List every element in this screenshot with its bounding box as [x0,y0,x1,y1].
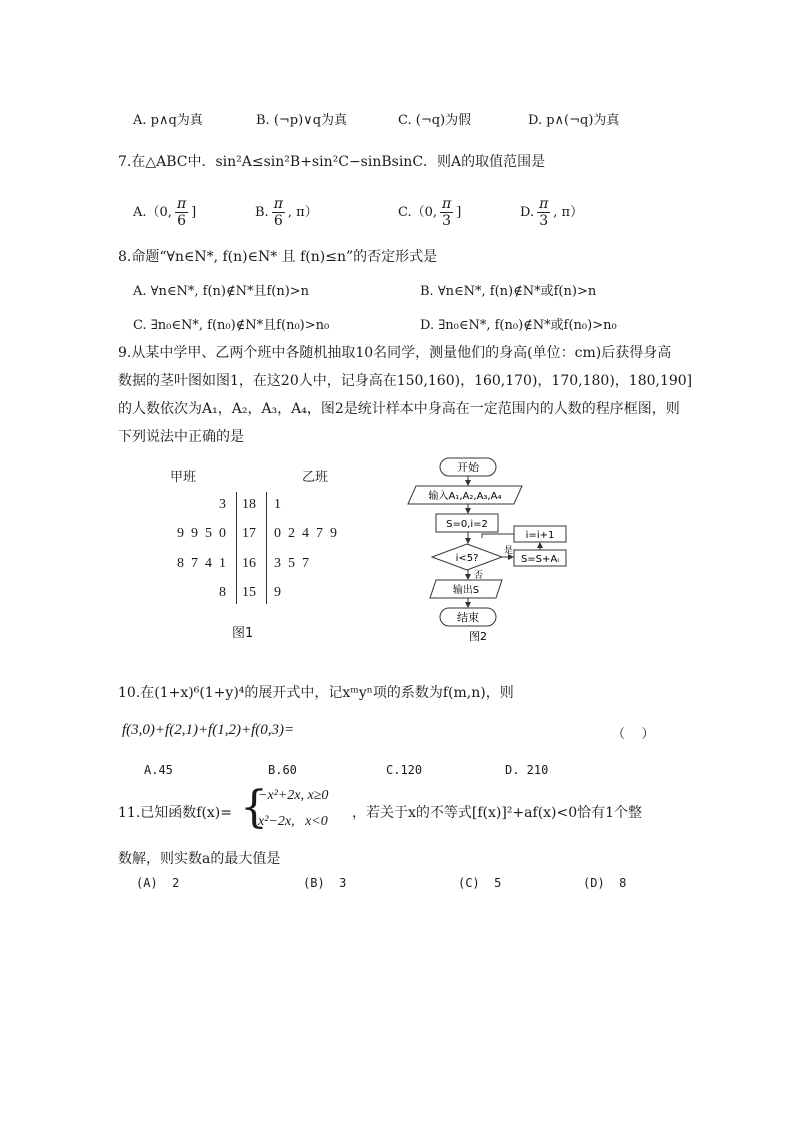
q7-d-post: , π） [553,205,584,220]
q7-d-pre: D. [520,205,535,220]
stem-leaf-left-title: 甲班 [170,470,197,485]
q10-option-d: D. 210 [505,763,549,777]
q8-option-b: B. ∀n∈N*, f(n)∉N*或f(n)>n [420,284,597,299]
q11-option-c: (C) 5 [458,876,502,890]
q9-line-1: 9.从某中学甲、乙两个班中各随机抽取10名同学，测量他们的身高(单位：cm)后获得身高 [118,345,672,361]
stem-leaf-right-title: 乙班 [302,470,329,485]
leaf-left-row-4: 8 [219,585,226,600]
q8-option-a: A. ∀n∈N*, f(n)∉N*且f(n)>n [133,284,310,299]
leaf-right-row-1: 1 [274,497,281,512]
stem-row-2: 17 [242,526,256,541]
flow-no-label: 否 [474,571,484,581]
q11-line-2: 数解，则实数a的最大值是 [118,851,281,867]
q11-prefix: 11.已知函数f(x)= [118,805,232,821]
q7-c-pre: C.（0, [398,205,438,220]
q7-b-pre: B. [255,205,269,220]
q11-option-a: (A) 2 [136,876,180,890]
flow-start-text: 开始 [457,461,479,474]
stem-divider-right [266,492,267,604]
q9-line-4: 下列说法中正确的是 [118,429,244,445]
q10-option-b: B.60 [268,763,297,777]
q10-option-a: A.45 [144,763,173,777]
flow-accum-text: S=S+Aᵢ [520,554,560,565]
q7-c-num: π [442,196,452,212]
q7-b-num: π [273,196,283,212]
q7-b-den: 6 [273,213,283,229]
leaf-right-row-2: 0 2 4 7 9 [274,526,337,541]
q11-case-2: x²−2x, x<0 [258,814,328,829]
q7-a-den: 6 [177,213,186,229]
q7-c-fraction [440,196,453,229]
q9-line-2: 数据的茎叶图如图1，在这20人中，记身高在150,160)，160,170)，170,180)，180,190] [118,373,693,389]
q9-line-3: 的人数依次为A₁，A₂，A₃，A₄，图2是统计样本中身高在一定范围内的人数的程序框图，则 [118,401,680,417]
q7-c-post: ] [456,205,462,220]
q10-option-c: C.120 [386,763,423,777]
q7-option-b [255,196,318,229]
q10-stem: 10.在(1+x)⁶(1+y)⁴的展开式中，记xᵐyⁿ项的系数为f(m,n)，则 [118,685,514,701]
q8-stem: 8.命题“∀n∈N*, f(n)∈N* 且 f(n)≤n”的否定形式是 [118,249,438,265]
leaf-left-row-2: 9 9 5 0 [177,526,226,541]
q7-option-c [398,196,461,229]
q7-d-num: π [539,196,549,212]
stem-divider-left [236,492,237,604]
q6-option-d: D. p∧(¬q)为真 [528,113,620,128]
q11-suffix: ，若关于x的不等式[f(x)]²+af(x)<0恰有1个整 [352,805,643,821]
q7-b-fraction [272,196,285,229]
leaf-right-row-4: 9 [274,585,281,600]
q7-a-pre: A.（0, [133,205,172,220]
flow-input-text: 输入A₁,A₂,A₃,A₄ [428,491,502,502]
q7-d-den: 3 [539,213,549,229]
q7-option-a [133,196,196,229]
q11-brace: { [240,782,268,833]
q7-a-post: ] [191,205,197,220]
flow-incr-text: i=i+1 [525,530,555,541]
q8-option-c: C. ∃n₀∈N*, f(n₀)∉N*且f(n₀)>n₀ [133,318,330,333]
q10-expression: f(3,0)+f(2,1)+f(1,2)+f(0,3)= [122,722,295,738]
q7-stem: 7.在△ABC中．sin²A≤sin²B+sin²C−sinBsinC．则A的取值范围是 [118,154,546,170]
leaf-left-row-1: 3 [219,497,226,512]
q6-option-b: B. (¬p)∨q为真 [256,113,348,128]
q6-option-a: A. p∧q为真 [133,113,203,128]
q7-option-d [520,196,583,229]
q8-option-d: D. ∃n₀∈N*, f(n₀)∉N*或f(n₀)>n₀ [420,318,617,333]
q7-b-post: , π） [287,205,318,220]
flow-yes-label: 是 [504,546,514,556]
q10-answer-paren: （ ） [612,727,655,742]
figure-1-caption: 图1 [232,626,254,641]
flow-end-text: 结束 [457,611,479,624]
flow-output-text: 输出S [452,585,480,596]
q7-c-den: 3 [442,213,452,229]
q7-d-fraction [537,196,550,229]
flow-cond-text: i<5? [455,553,479,564]
q11-option-b: (B) 3 [303,876,347,890]
q11-option-d: (D) 8 [583,876,627,890]
stem-row-3: 16 [242,556,256,571]
q7-a-fraction [175,196,188,229]
leaf-right-row-3: 3 5 7 [274,556,309,571]
flowchart-figure [400,452,580,648]
q6-option-c: C. (¬q)为假 [398,113,472,128]
stem-row-1: 18 [242,497,256,512]
stem-row-4: 15 [242,585,256,600]
leaf-left-row-3: 8 7 4 1 [177,556,226,571]
q7-a-num: π [176,196,187,212]
q11-case-1: −x²+2x, x≥0 [258,788,329,803]
flow-init-text: S=0,i=2 [446,519,488,530]
figure-2-caption: 图2 [469,630,487,643]
